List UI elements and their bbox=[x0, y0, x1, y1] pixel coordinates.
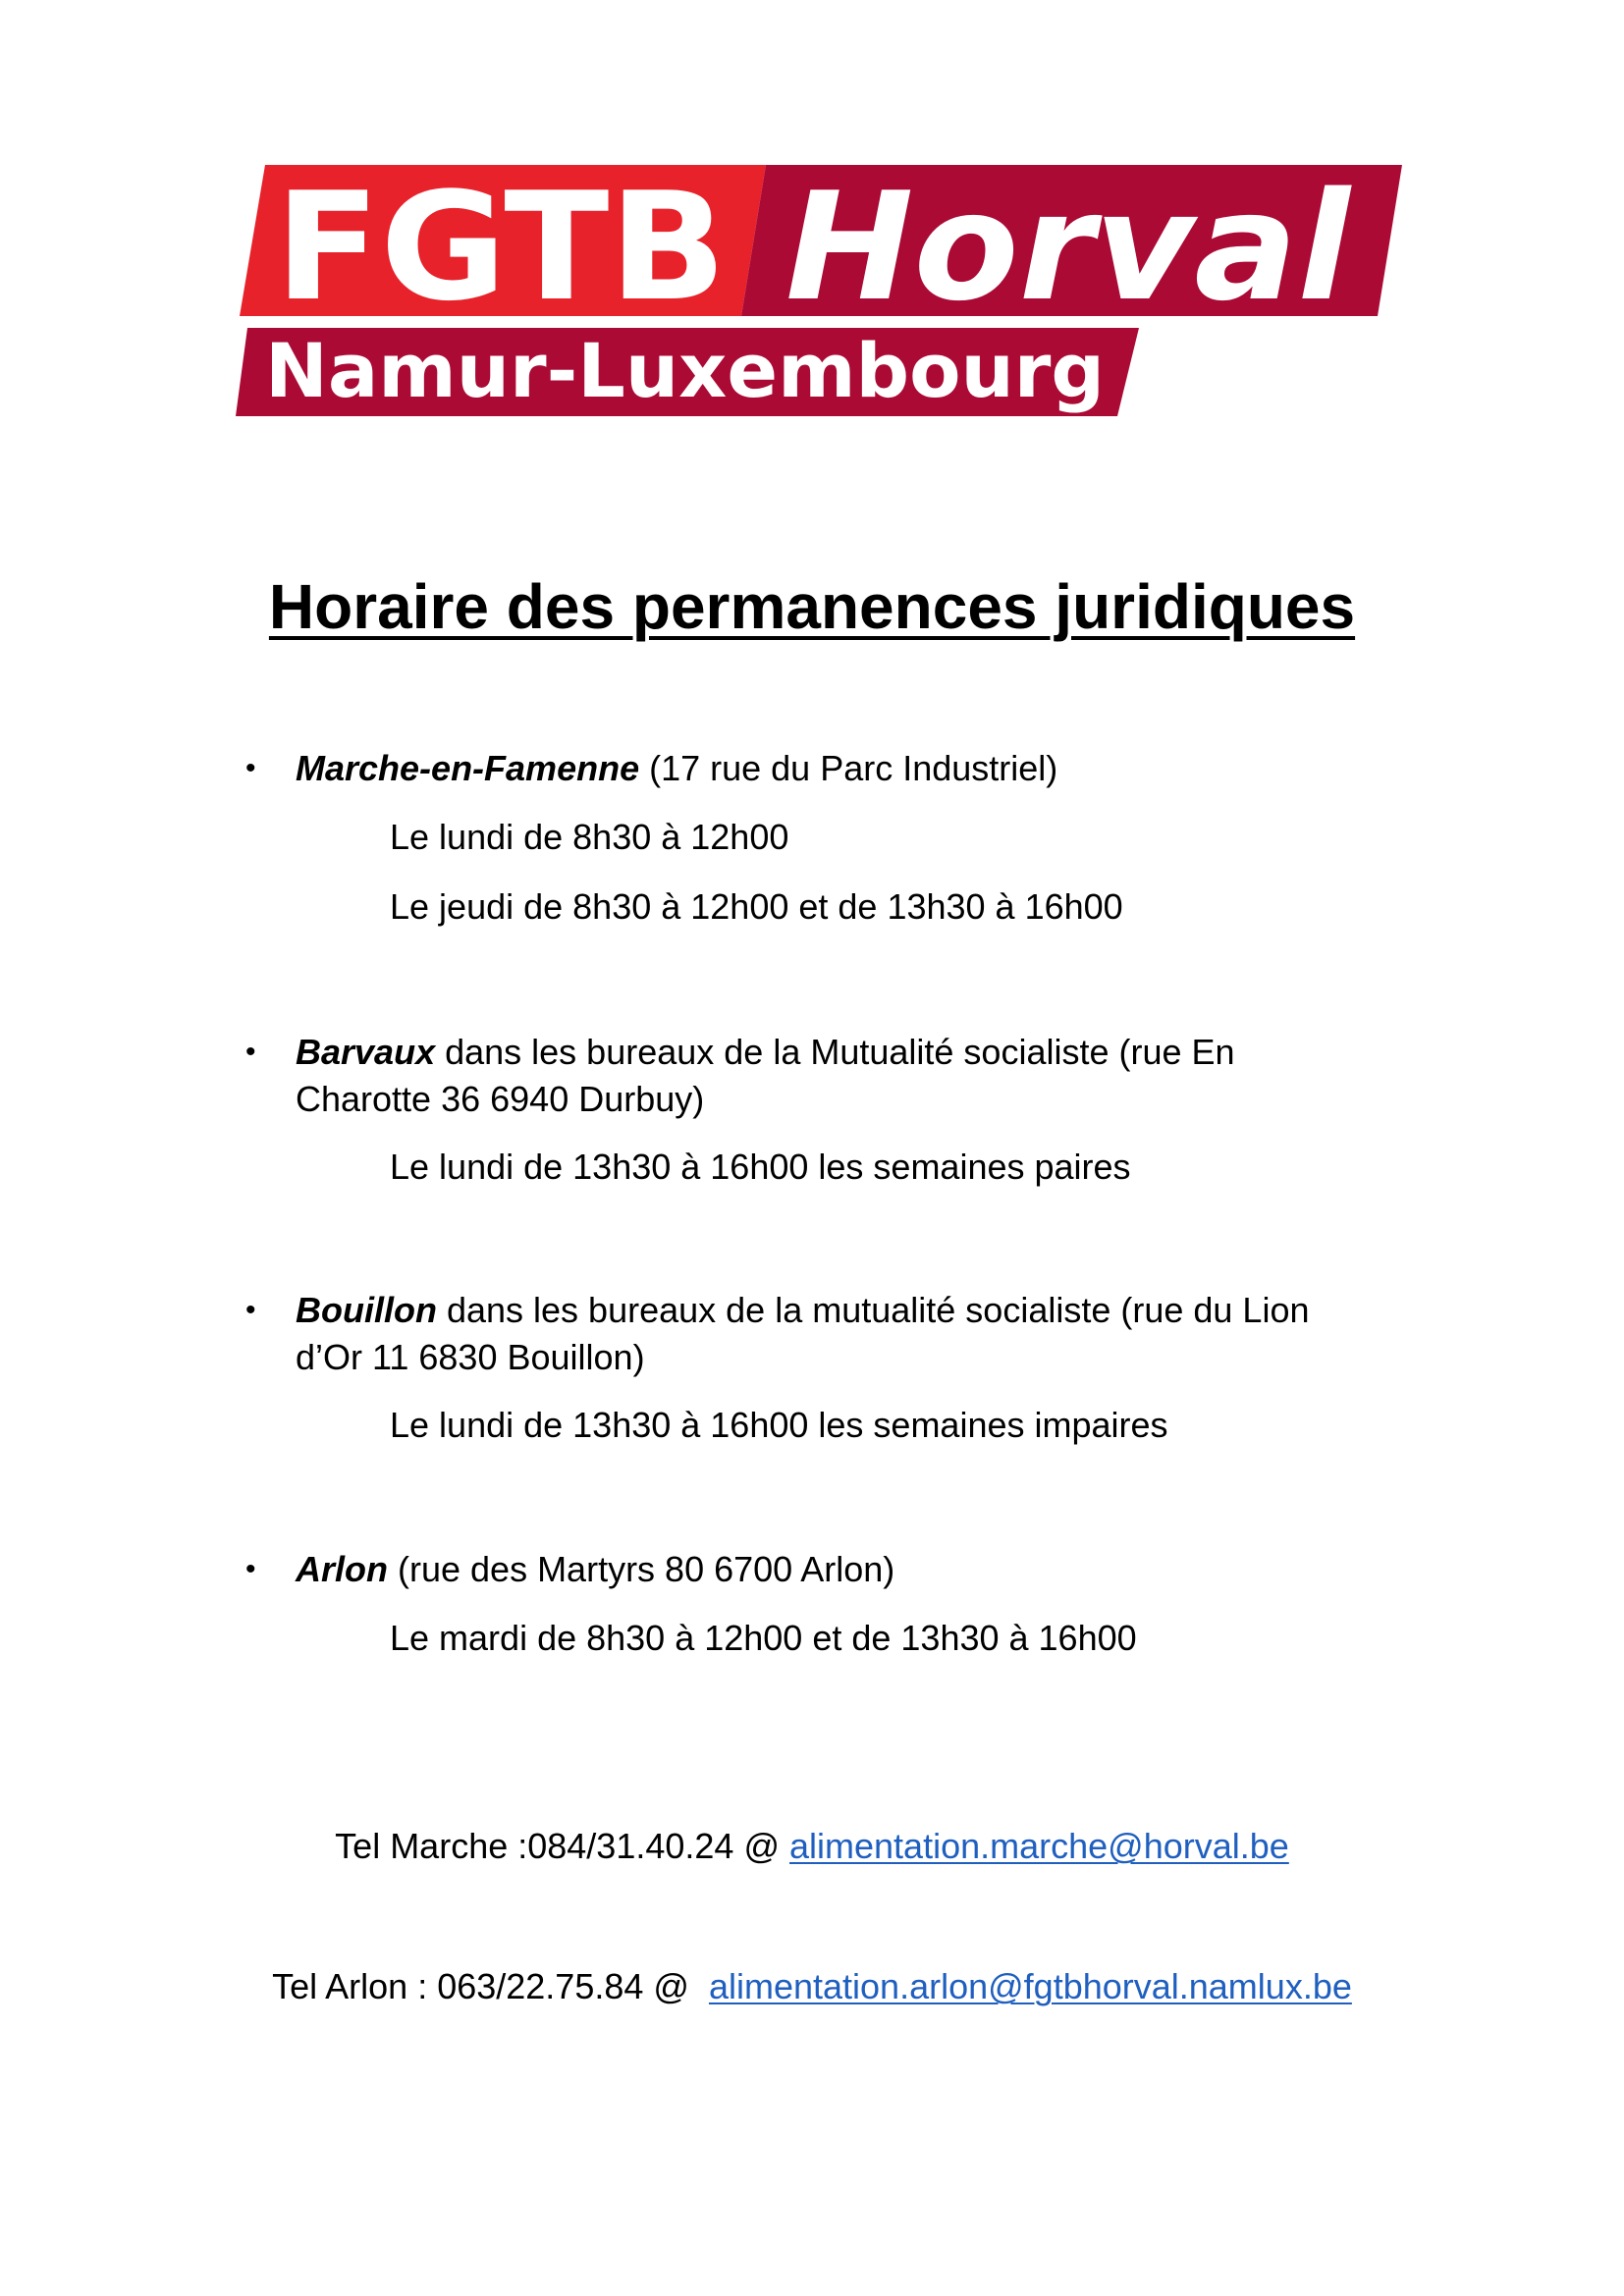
section-heading-line bbox=[296, 1287, 1425, 1334]
place-name: Barvaux bbox=[296, 1032, 436, 1072]
contact-label: Tel Arlon : 063/22.75.84 @ bbox=[272, 1966, 709, 2006]
place-name: Marche-en-Famenne bbox=[296, 748, 640, 788]
schedule-line: Le lundi de 13h30 à 16h00 les semaines paires bbox=[390, 1147, 1131, 1187]
bullet-marker: • bbox=[245, 752, 256, 784]
schedule-line: Le lundi de 13h30 à 16h00 les semaines impaires bbox=[390, 1405, 1168, 1445]
place-address: (rue des Martyrs 80 6700 Arlon) bbox=[388, 1549, 895, 1589]
bullet-marker: • bbox=[245, 1553, 256, 1585]
bullet-marker: • bbox=[245, 1294, 256, 1326]
schedule-line: Le jeudi de 8h30 à 12h00 et de 13h30 à 16h00 bbox=[390, 886, 1123, 927]
bullet-marker: • bbox=[245, 1036, 256, 1068]
section-marche bbox=[245, 745, 1424, 941]
section-arlon bbox=[245, 1546, 1424, 1674]
section-barvaux bbox=[245, 1029, 1424, 1196]
contact-arlon bbox=[0, 1963, 1624, 2010]
logo-graphic bbox=[236, 161, 1404, 418]
logo-word-fgtb: FGTB bbox=[275, 161, 727, 334]
contact-label: Tel Marche :084/31.40.24 @ bbox=[335, 1826, 789, 1866]
section-bouillon bbox=[245, 1287, 1424, 1454]
logo-word-horval: Horval bbox=[785, 161, 1352, 334]
place-address-continued: Charotte 36 6940 Durbuy) bbox=[296, 1079, 705, 1119]
email-link-arlon[interactable]: alimentation.arlon@fgtbhorval.namlux.be bbox=[708, 1966, 1352, 2006]
place-address: dans les bureaux de la Mutualité socialiste (rue En bbox=[435, 1032, 1235, 1072]
place-address-continued: d’Or 11 6830 Bouillon) bbox=[296, 1337, 645, 1377]
section-heading-line bbox=[296, 1029, 1425, 1076]
schedule-line: Le mardi de 8h30 à 12h00 et de 13h30 à 16h00 bbox=[390, 1618, 1137, 1658]
place-name: Arlon bbox=[296, 1549, 388, 1589]
section-heading-line bbox=[296, 1546, 1425, 1593]
contact-marche bbox=[0, 1823, 1624, 1870]
page-title: Horaire des permanences juridiques bbox=[268, 571, 1356, 642]
place-address: (17 rue du Parc Industriel) bbox=[639, 748, 1058, 788]
schedule-line: Le lundi de 8h30 à 12h00 bbox=[390, 817, 789, 857]
email-link-marche[interactable]: alimentation.marche@horval.be bbox=[789, 1826, 1289, 1866]
place-address: dans les bureaux de la mutualité socialiste (rue du Lion bbox=[436, 1290, 1310, 1330]
section-heading-line bbox=[296, 745, 1425, 792]
fgtb-horval-logo bbox=[236, 161, 1404, 418]
logo-subtitle: Namur-Luxembourg bbox=[265, 327, 1105, 414]
place-name: Bouillon bbox=[296, 1290, 437, 1330]
